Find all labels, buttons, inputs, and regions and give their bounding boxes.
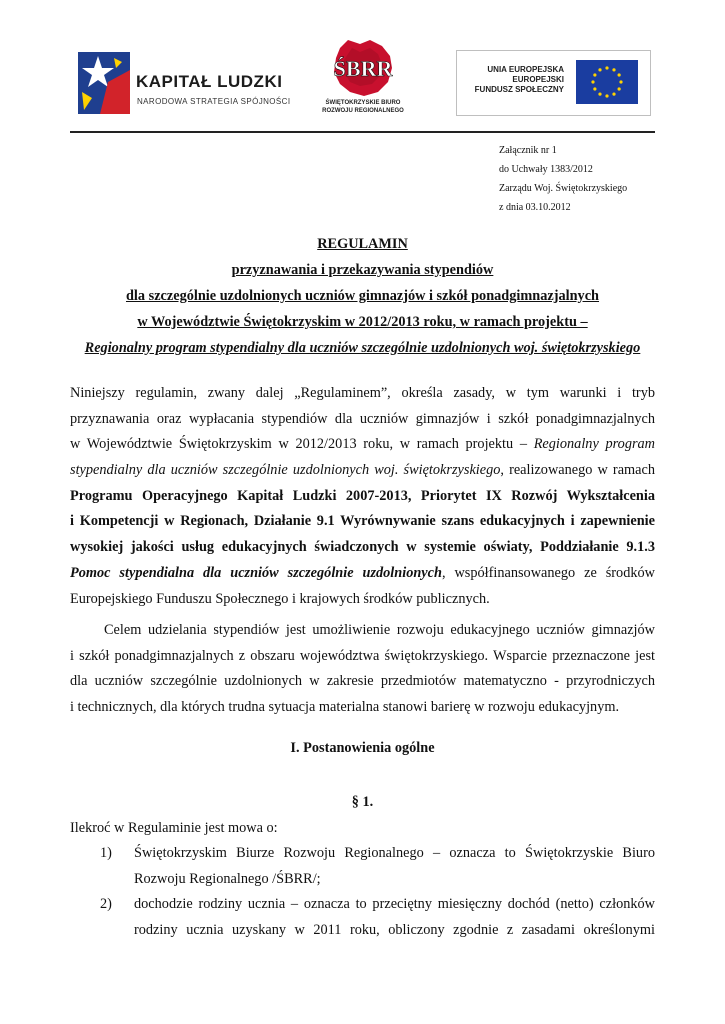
list-item-text xyxy=(134,841,655,892)
title-line2: przyznawania i przekazywania stypendiów xyxy=(231,262,494,278)
kapital-ludzki-star-icon xyxy=(78,52,130,114)
sbrr-logo-text: ŚBRR xyxy=(333,56,393,81)
title-project-name: Regionalny program stypendialny dla uczniów szczególnie uzdolnionych woj. świętokrzyskiego xyxy=(84,340,641,356)
eu-star-icon xyxy=(593,73,596,76)
sbrr-caption-line1: ŚWIĘTOKRZYSKIE BIURO xyxy=(325,100,401,106)
sbrr-caption-line2: ROZWOJU REGIONALNEGO xyxy=(322,108,404,114)
sbrr-logo xyxy=(318,38,408,124)
title-line4: w Województwie Świętokrzyskim w 2012/2013 roku, w ramach projektu – xyxy=(137,314,588,330)
header-divider xyxy=(70,131,655,133)
list-item-line1: dochodzie rodziny ucznia – oznacza to przeciętny miesięczny dochód (netto) członków xyxy=(134,896,655,912)
intro-line3-b: Regionalny program xyxy=(533,436,655,453)
intro-line2: przyznawania oraz wypłacania stypendiów dla uczniów gimnazjów i szkół ponadgimnazjalnych xyxy=(70,410,655,427)
purpose-line3: dla uczniów szczególnie uzdolnionych w zakresie przedmiotów matematyczno - przyrodniczych xyxy=(70,673,655,690)
intro-line4-b: , realizowanego w ramach xyxy=(500,462,655,479)
list-item-number: 1) xyxy=(100,845,112,861)
purpose-line1: Celem udzielania stypendiów jest umożliwienie rozwoju edukacyjnego uczniów gimnazjów xyxy=(104,622,655,638)
intro-line3-a: w Województwie Świętokrzyskim w 2012/2013 roku, w ramach projektu – xyxy=(70,436,534,453)
eu-caption xyxy=(475,65,564,95)
eu-star-icon xyxy=(605,66,608,69)
eu-star-icon xyxy=(619,80,622,83)
title-line3: dla szczególnie uzdolnionych uczniów gimnazjów i szkół ponadgimnazjalnych xyxy=(125,288,600,304)
intro-paragraph xyxy=(70,381,655,612)
intro-line4 xyxy=(70,458,655,484)
purpose-line2: i szkół ponadgimnazjalnych z obszaru województwa świętokrzyskiego. Wsparcie przeznaczone jest xyxy=(70,647,655,664)
intro-line8-a: Pomoc stypendialna dla uczniów szczególnie uzdolnionych xyxy=(70,564,442,581)
eu-flag-icon xyxy=(576,60,638,104)
eu-caption-line1: UNIA EUROPEJSKA xyxy=(487,65,564,74)
intro-line7: wysokiej jakości usług edukacyjnych świadczonych w systemie oświaty, Poddziałanie 9.1.3 xyxy=(70,539,655,556)
eu-star-icon xyxy=(612,93,615,96)
purpose-paragraph xyxy=(70,618,655,721)
list-item-number: 2) xyxy=(100,896,112,912)
list-item-text xyxy=(134,892,655,943)
eu-star-icon xyxy=(598,68,601,71)
logo-header xyxy=(70,38,655,130)
intro-line1: Niniejszy regulamin, zwany dalej „Regulaminem”, określa zasady, w tym warunki i tryb xyxy=(70,385,655,401)
intro-line5: Programu Operacyjnego Kapitał Ludzki 2007-2013, Priorytet IX Rozwój Wykształcenia xyxy=(70,487,655,504)
purpose-line4: i technicznych, dla których trudna sytuacja materialna stanowi barierę w rozwoju edukacyjnym. xyxy=(70,699,620,716)
eu-star-icon xyxy=(618,87,621,90)
eu-star-icon xyxy=(591,80,594,83)
intro-line8-b: , współfinansowanego ze środków xyxy=(441,564,655,581)
list-item-line2: rodziny ucznia uzyskany w 2011 roku, obliczony zgodnie z zasadami określonymi xyxy=(134,921,655,938)
kapital-ludzki-subtitle: NARODOWA STRATEGIA SPÓJNOŚCI xyxy=(137,97,291,106)
list-item-line1: Świętokrzyskim Biurze Rozwoju Regionalnego – oznacza to Świętokrzyskie Biuro xyxy=(134,845,655,861)
kapital-ludzki-logo xyxy=(78,52,328,122)
eu-star-icon xyxy=(593,87,596,90)
section-lead xyxy=(70,816,655,842)
intro-line3 xyxy=(70,432,655,458)
paragraph-sign: § 1. xyxy=(351,794,374,810)
list-item-line2: Rozwoju Regionalnego /ŚBRR/; xyxy=(134,870,321,887)
eu-caption-line2: EUROPEJSKI xyxy=(512,75,564,84)
intro-line8 xyxy=(70,561,655,587)
kapital-ludzki-title: KAPITAŁ LUDZKI xyxy=(136,72,283,91)
intro-line4-a: stypendialny dla uczniów szczególnie uzdolnionych woj. świętokrzyskiego xyxy=(70,462,501,479)
eu-star-icon xyxy=(605,94,608,97)
section-heading: I. Postanowienia ogólne xyxy=(290,740,435,756)
annex-line1: Załącznik nr 1 xyxy=(499,145,557,156)
eu-star-icon xyxy=(598,93,601,96)
eu-star-icon xyxy=(618,73,621,76)
annex-line4: z dnia 03.10.2012 xyxy=(499,202,571,213)
eu-caption-line3: FUNDUSZ SPOŁECZNY xyxy=(474,85,564,94)
intro-line9: Europejskiego Funduszu Społecznego i krajowych środków publicznych. xyxy=(70,590,490,607)
section-lead-text: Ilekroć w Regulaminie jest mowa o: xyxy=(70,820,278,836)
annex-note xyxy=(499,141,627,217)
annex-line2: do Uchwały 1383/2012 xyxy=(499,164,593,175)
annex-line3: Zarządu Woj. Świętokrzyskiego xyxy=(499,183,628,194)
intro-line6: i Kompetencji w Regionach, Działanie 9.1 Wyrównywanie szans edukacyjnych i zapewnienie xyxy=(70,513,655,530)
eu-star-icon xyxy=(612,68,615,71)
document-title: REGULAMIN xyxy=(317,236,408,252)
sbrr-map-icon xyxy=(330,38,396,98)
eu-social-fund-logo xyxy=(456,50,651,116)
